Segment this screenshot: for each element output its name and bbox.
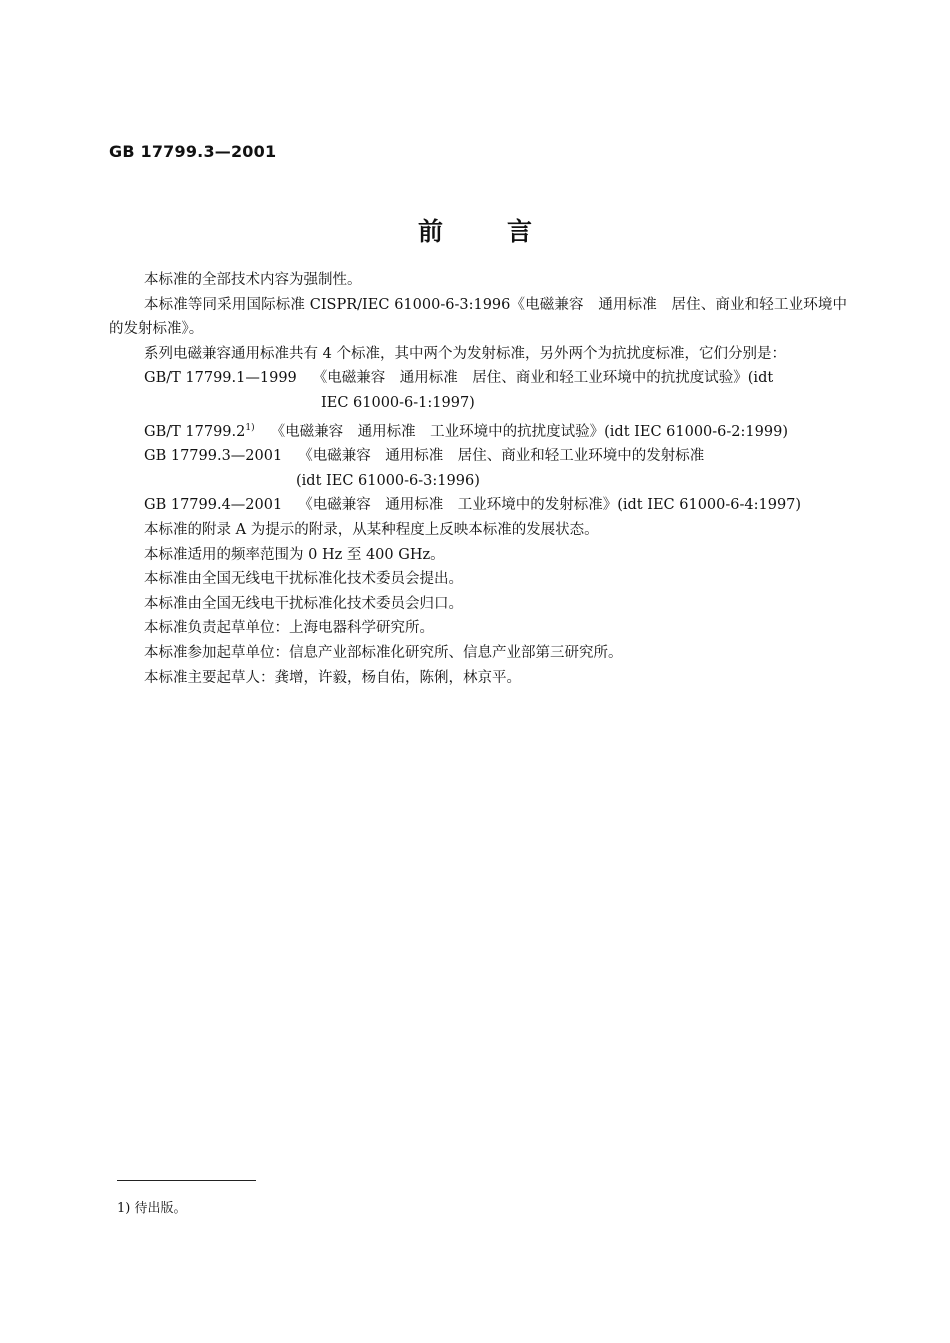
footnote-divider xyxy=(117,1180,256,1181)
standard-entry-4 xyxy=(109,493,847,518)
paragraph-drafting-unit: 本标准负责起草单位：上海电器科学研究所。 xyxy=(144,620,434,637)
standard-code: GB/T 17799.1—1999 xyxy=(144,370,297,387)
standard-entry-3 xyxy=(109,444,847,469)
paragraph-frequency-range: 本标准适用的频率范围为 0 Hz 至 400 GHz。 xyxy=(144,546,445,563)
standard-code: GB/T 17799.2 xyxy=(144,423,246,440)
standard-title: 《电磁兼容 通用标准 工业环境中的抗扰度试验》(idt IEC 61000-6-2:1999) xyxy=(270,423,788,440)
foreword-body xyxy=(109,268,847,690)
standard-code: GB 17799.4—2001 xyxy=(144,497,283,514)
paragraph-administered-by: 本标准由全国无线电干扰标准化技术委员会归口。 xyxy=(144,595,463,612)
standard-code-header: GB 17799.3—2001 xyxy=(109,142,277,161)
standard-code: GB 17799.3—2001 xyxy=(144,448,283,465)
footnote: 1) 待出版。 xyxy=(117,1201,187,1216)
standard-title: 《电磁兼容 通用标准 工业环境中的发射标准》(idt IEC 61000-6-4:1997) xyxy=(298,497,802,514)
standard-entry-3-continuation: (idt IEC 61000-6-3:1996) xyxy=(296,472,480,489)
paragraph-proposed-by: 本标准由全国无线电干扰标准化技术委员会提出。 xyxy=(144,571,463,588)
standard-title: 《电磁兼容 通用标准 居住、商业和轻工业环境中的发射标准 xyxy=(298,448,705,465)
standard-entry-1-continuation: IEC 61000-6-1:1997) xyxy=(321,394,475,411)
paragraph-drafters: 本标准主要起草人：龚增，许毅，杨自佑，陈俐，林京平。 xyxy=(144,669,521,686)
paragraph-annex: 本标准的附录 A 为提示的附录，从某种程度上反映本标准的发展状态。 xyxy=(144,521,599,538)
paragraph-series-intro: 系列电磁兼容通用标准共有 4 个标准，其中两个为发射标准，另外两个为抗扰度标准，它们分别是： xyxy=(144,345,786,362)
standard-entry-2 xyxy=(109,416,847,445)
footnote-marker: 1) xyxy=(245,422,255,433)
paragraph-mandatory: 本标准的全部技术内容为强制性。 xyxy=(144,272,362,288)
paragraph-equivalence: 本标准等同采用国际标准 CISPR/IEC 61000-6-3:1996《电磁兼容 通用标准 居住、商业和轻工业环境中的发射标准》。 xyxy=(109,296,847,338)
standard-entry-1 xyxy=(109,366,847,391)
page-title: 前言 xyxy=(417,217,596,246)
standard-title: 《电磁兼容 通用标准 居住、商业和轻工业环境中的抗扰度试验》(idt xyxy=(312,370,774,387)
paragraph-participating-units: 本标准参加起草单位：信息产业部标准化研究所、信息产业部第三研究所。 xyxy=(144,644,623,661)
